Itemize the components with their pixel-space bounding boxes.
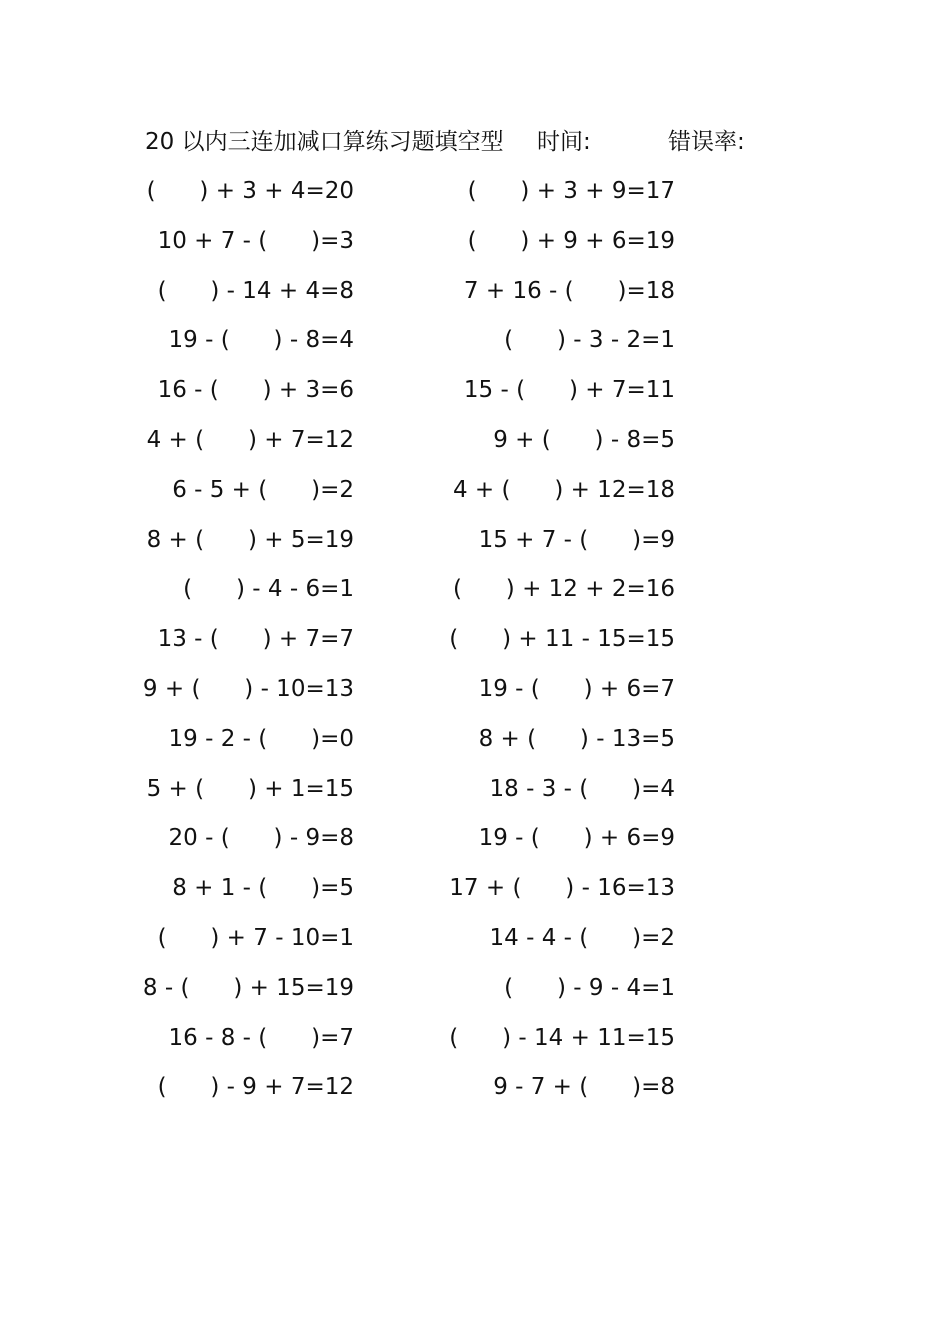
problem-text: 5 + ( ) + 1=15 <box>146 775 354 802</box>
problem-text: 4 + ( ) + 7=12 <box>146 426 354 453</box>
problem-text: ( ) - 9 - 4=1 <box>504 974 675 1001</box>
problem-row <box>455 371 755 421</box>
problem-row <box>455 720 755 770</box>
worksheet-title: 20 以内三连加减口算练习题填空型 <box>145 129 504 155</box>
problem-text: 15 - ( ) + 7=11 <box>463 377 675 404</box>
problem-row <box>150 869 450 919</box>
problem-text: ( ) - 3 - 2=1 <box>504 327 675 354</box>
time-label: 时间: <box>537 129 591 155</box>
problem-row <box>146 521 450 571</box>
problem-text: 19 - 2 - ( )=0 <box>168 725 354 752</box>
problem-text: 15 + 7 - ( )=9 <box>478 526 675 553</box>
problem-row <box>455 670 755 720</box>
problem-row <box>150 570 450 620</box>
problem-row <box>150 272 450 322</box>
problem-text: 17 + ( ) - 16=13 <box>449 875 675 902</box>
problem-text: 14 - 4 - ( )=2 <box>489 924 675 951</box>
problem-text: 8 - ( ) + 15=19 <box>142 974 354 1001</box>
problem-row <box>146 770 450 820</box>
problem-row <box>150 919 450 969</box>
problem-text: 9 + ( ) - 10=13 <box>142 675 354 702</box>
problem-row <box>455 521 755 571</box>
problem-row <box>455 969 755 1019</box>
left-problem-column <box>142 172 450 1118</box>
problem-text: 19 - ( ) - 8=4 <box>168 327 354 354</box>
problem-text: 8 + 1 - ( )=5 <box>172 875 354 902</box>
problem-text: 9 + ( ) - 8=5 <box>493 426 675 453</box>
problem-text: ( ) + 12 + 2=16 <box>452 576 675 603</box>
problem-text: 13 - ( ) + 7=7 <box>157 626 354 653</box>
problem-text: 20 - ( ) - 9=8 <box>168 825 354 852</box>
problem-row <box>142 670 450 720</box>
problem-text: ( ) + 9 + 6=19 <box>467 227 675 254</box>
problem-text: ( ) + 11 - 15=15 <box>449 626 675 653</box>
problem-text: 6 - 5 + ( )=2 <box>172 476 354 503</box>
problem-row <box>449 1019 755 1069</box>
problem-text: 10 + 7 - ( )=3 <box>157 227 354 254</box>
problem-row <box>455 919 755 969</box>
problem-text: 4 + ( ) + 12=18 <box>452 476 675 503</box>
problem-row <box>455 222 755 272</box>
problem-row <box>150 321 450 371</box>
problem-row <box>452 471 755 521</box>
problem-row <box>455 819 755 869</box>
problem-row <box>455 272 755 322</box>
problem-text: 19 - ( ) + 6=7 <box>478 675 675 702</box>
problem-row <box>146 421 450 471</box>
problem-row <box>146 172 450 222</box>
problem-text: 7 + 16 - ( )=18 <box>463 277 675 304</box>
problem-text: ( ) - 9 + 7=12 <box>157 1074 354 1101</box>
problem-row <box>452 570 755 620</box>
problem-text: 19 - ( ) + 6=9 <box>478 825 675 852</box>
problem-row <box>449 869 755 919</box>
problem-text: ( ) - 14 + 11=15 <box>449 1024 675 1051</box>
problem-row <box>150 471 450 521</box>
problem-row <box>455 172 755 222</box>
problem-row <box>449 620 755 670</box>
problem-text: ( ) + 3 + 4=20 <box>146 178 354 204</box>
problem-row <box>455 1068 755 1118</box>
problem-row <box>455 321 755 371</box>
error-rate-label: 错误率: <box>668 129 745 155</box>
problem-text: ( ) + 7 - 10=1 <box>157 924 354 951</box>
problem-text: ( ) + 3 + 9=17 <box>467 178 675 204</box>
problem-row <box>455 421 755 471</box>
problem-text: 18 - 3 - ( )=4 <box>489 775 675 802</box>
problem-text: ( ) - 4 - 6=1 <box>183 576 354 603</box>
problem-row <box>150 1068 450 1118</box>
right-problem-column <box>449 172 755 1118</box>
problem-row <box>150 371 450 421</box>
problem-row <box>150 620 450 670</box>
problem-row <box>150 222 450 272</box>
problem-row <box>142 969 450 1019</box>
problem-row <box>150 720 450 770</box>
problem-row <box>150 1019 450 1069</box>
problem-row <box>455 770 755 820</box>
problem-text: 16 - 8 - ( )=7 <box>168 1024 354 1051</box>
problem-text: 16 - ( ) + 3=6 <box>157 377 354 404</box>
problem-text: 8 + ( ) + 5=19 <box>146 526 354 553</box>
problem-text: ( ) - 14 + 4=8 <box>157 277 354 304</box>
problem-text: 9 - 7 + ( )=8 <box>493 1074 675 1101</box>
problem-row <box>150 819 450 869</box>
problem-text: 8 + ( ) - 13=5 <box>478 725 675 752</box>
